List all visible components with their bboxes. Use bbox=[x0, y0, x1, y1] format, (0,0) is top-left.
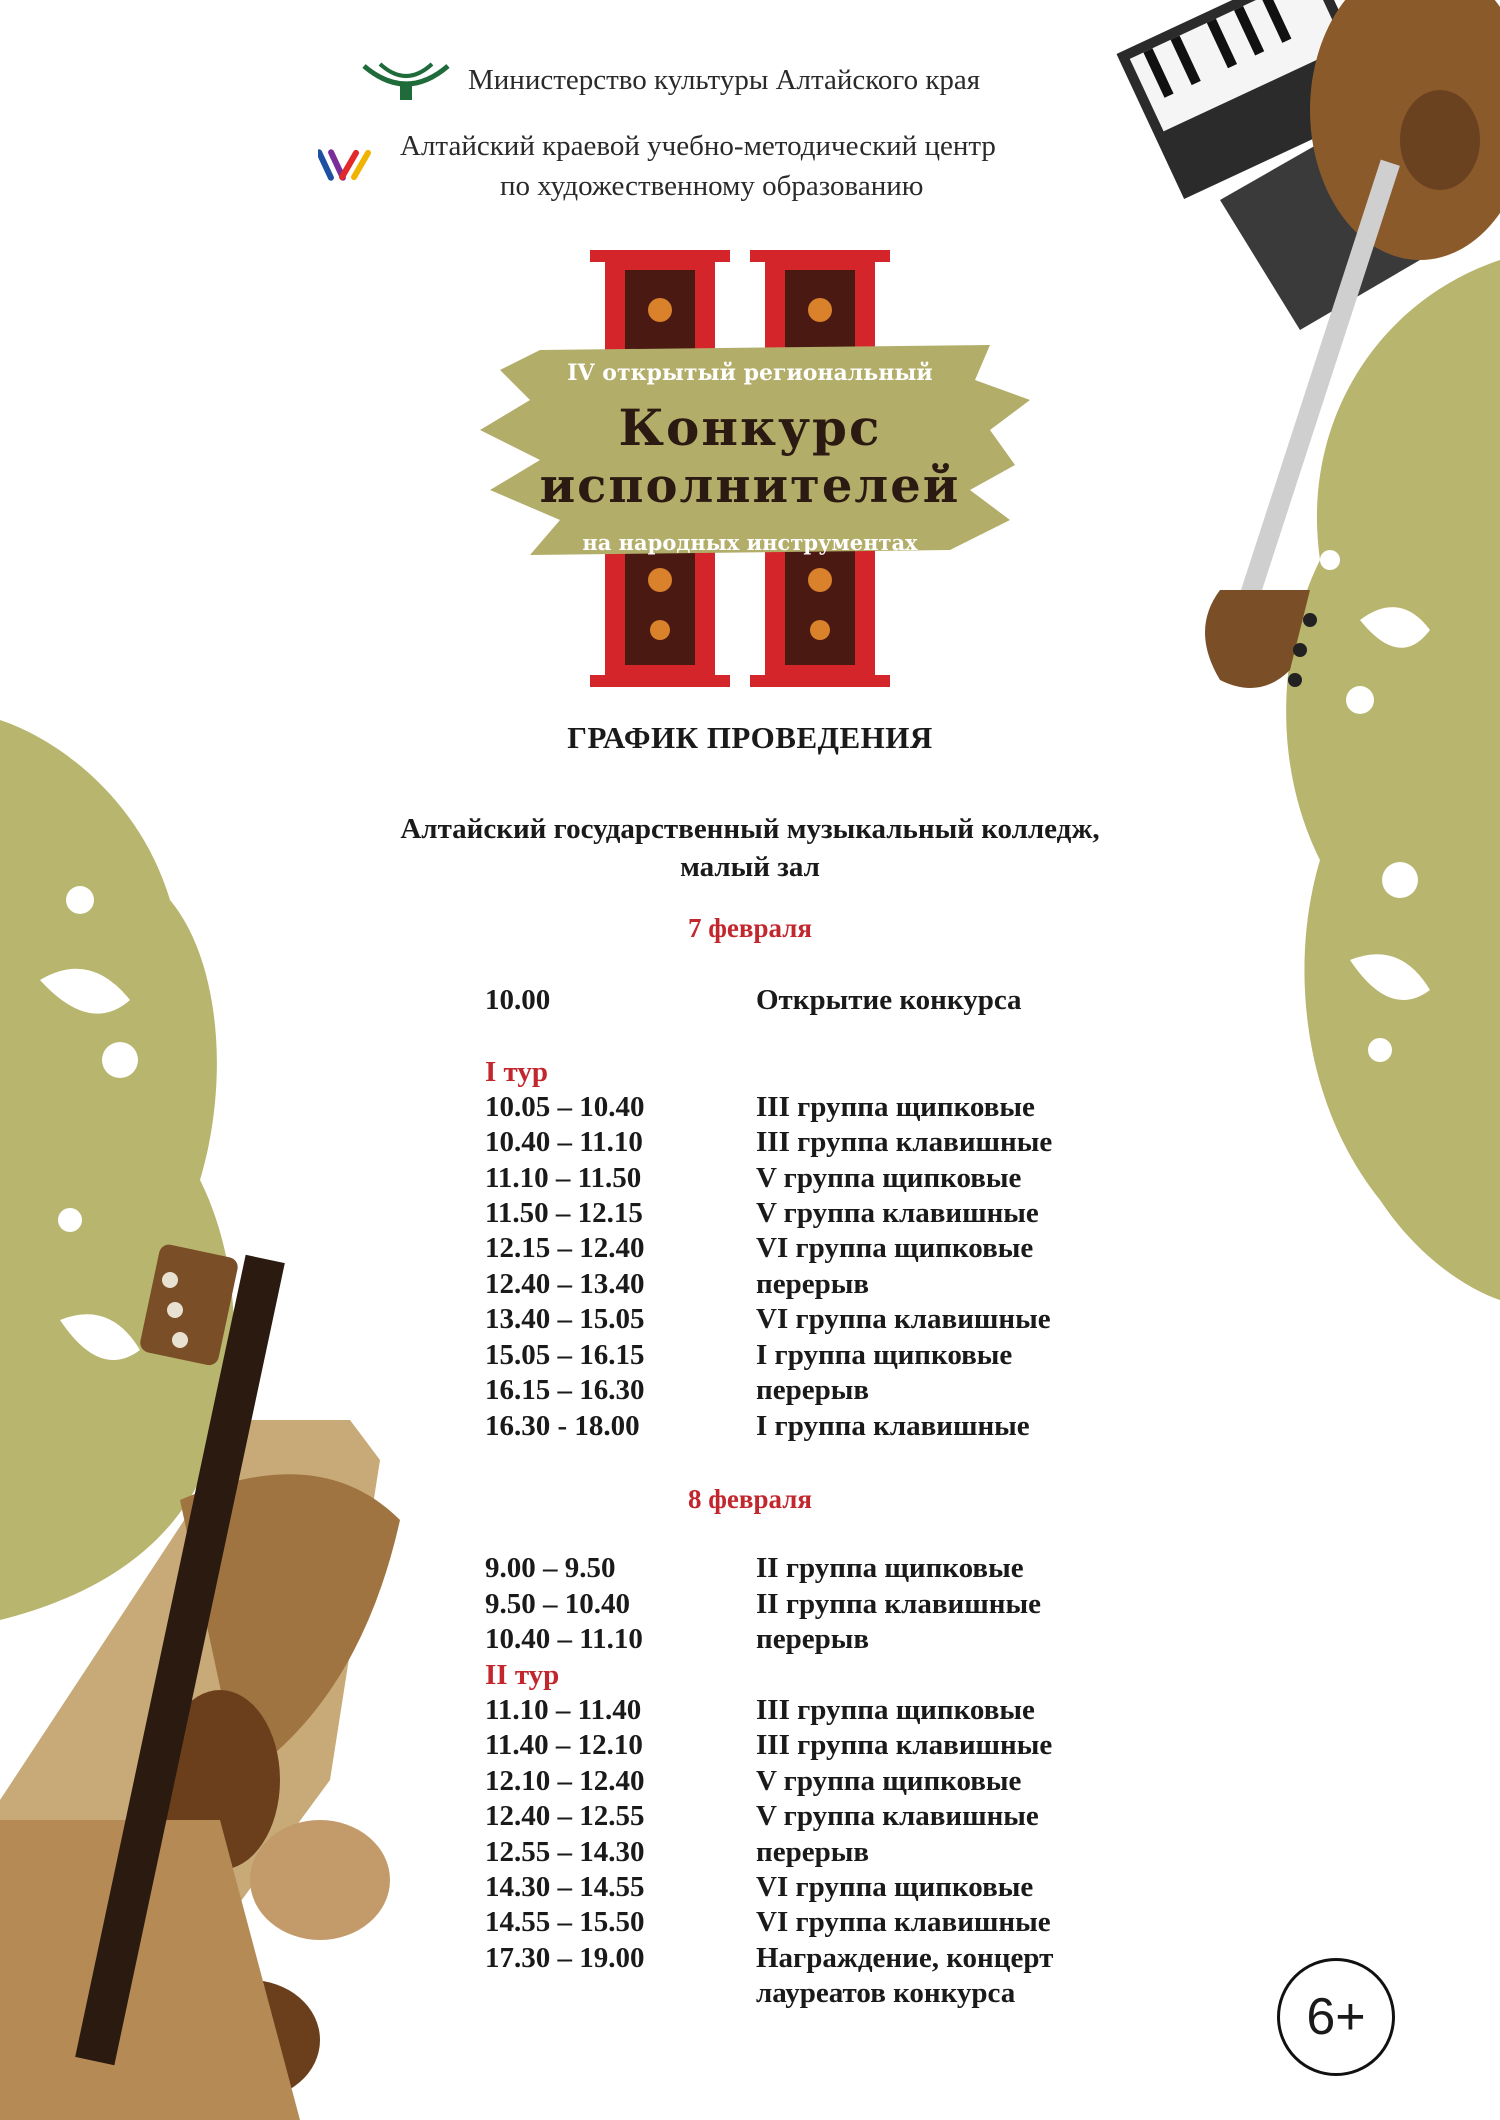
schedule-event: III группа клавишные bbox=[756, 1126, 1053, 1158]
day1-date: 7 февраля bbox=[687, 913, 812, 943]
schedule-event: V группа щипковые bbox=[756, 1765, 1022, 1797]
schedule-event: V группа клавишные bbox=[756, 1800, 1039, 1832]
schedule-event: I группа щипковые bbox=[756, 1339, 1013, 1371]
schedule-time: 17.30 – 19.00 bbox=[485, 1942, 645, 1974]
schedule-event: перерыв bbox=[756, 1268, 870, 1300]
schedule-time: 14.30 – 14.55 bbox=[485, 1871, 645, 1903]
age-rating-badge: 6+ bbox=[1277, 1958, 1395, 2076]
tour1-heading: I тур bbox=[485, 1056, 549, 1088]
schedule-event: III группа щипковые bbox=[756, 1694, 1035, 1726]
schedule-event: перерыв bbox=[756, 1623, 870, 1655]
opening-time: 10.00 bbox=[485, 984, 551, 1016]
center-logo-icon bbox=[318, 140, 380, 188]
center-name-line2: по художественному образованию bbox=[500, 170, 924, 202]
schedule-event: II группа клавишные bbox=[756, 1588, 1041, 1620]
schedule-time: 12.40 – 12.55 bbox=[485, 1800, 645, 1832]
opening-event: Открытие конкурса bbox=[756, 984, 1022, 1016]
page-title: ГРАФИК ПРОВЕДЕНИЯ bbox=[567, 720, 933, 755]
schedule-time: 11.10 – 11.40 bbox=[485, 1694, 642, 1726]
schedule-time: 14.55 – 15.50 bbox=[485, 1906, 645, 1938]
center-name-line1: Алтайский краевой учебно-методический центр bbox=[400, 130, 996, 162]
schedule-event: III группа щипковые bbox=[756, 1091, 1035, 1123]
schedule-time: 10.40 – 11.10 bbox=[485, 1623, 643, 1655]
schedule-time: 11.50 – 12.15 bbox=[485, 1197, 643, 1229]
schedule-time: 16.30 - 18.00 bbox=[485, 1410, 640, 1442]
schedule-event: II группа щипковые bbox=[756, 1552, 1024, 1584]
emblem-line2: Конкурс bbox=[618, 398, 882, 457]
schedule-event: III группа клавишные bbox=[756, 1729, 1053, 1761]
schedule-event: VI группа щипковые bbox=[756, 1871, 1034, 1903]
schedule-event: перерыв bbox=[756, 1374, 870, 1406]
schedule-time: 12.10 – 12.40 bbox=[485, 1765, 645, 1797]
schedule-event: перерыв bbox=[756, 1836, 870, 1868]
venue-line1: Алтайский государственный музыкальный колледж, bbox=[400, 813, 1100, 845]
schedule-time: 12.15 – 12.40 bbox=[485, 1232, 645, 1264]
ministry-logo-icon bbox=[360, 58, 452, 104]
schedule-time: 13.40 – 15.05 bbox=[485, 1303, 645, 1335]
schedule-time: 10.05 – 10.40 bbox=[485, 1091, 645, 1123]
schedule-event: VI группа клавишные bbox=[756, 1906, 1051, 1938]
day2-date: 8 февраля bbox=[687, 1484, 812, 1514]
venue-line2: малый зал bbox=[680, 851, 820, 883]
schedule-event: I группа клавишные bbox=[756, 1410, 1030, 1442]
emblem-line1: IV открытый региональный bbox=[567, 360, 933, 386]
schedule-time: 9.50 – 10.40 bbox=[485, 1588, 630, 1620]
schedule-time: 10.40 – 11.10 bbox=[485, 1126, 643, 1158]
schedule-time: 16.15 – 16.30 bbox=[485, 1374, 645, 1406]
schedule-event: V группа клавишные bbox=[756, 1197, 1039, 1229]
emblem-line4: на народных инструментах bbox=[582, 530, 918, 555]
schedule-event: Награждение, концерт bbox=[756, 1942, 1054, 1974]
schedule-time: 12.40 – 13.40 bbox=[485, 1268, 645, 1300]
ministry-name: Министерство культуры Алтайского края bbox=[468, 64, 981, 96]
schedule-time: 9.00 – 9.50 bbox=[485, 1552, 616, 1584]
tour2-heading: II тур bbox=[485, 1659, 560, 1691]
schedule-time: 11.10 – 11.50 bbox=[485, 1162, 642, 1194]
schedule-event-continuation: лауреатов конкурса bbox=[756, 1977, 1016, 2009]
schedule-time: 12.55 – 14.30 bbox=[485, 1836, 645, 1868]
schedule-time: 11.40 – 12.10 bbox=[485, 1729, 643, 1761]
schedule-time: 15.05 – 16.15 bbox=[485, 1339, 645, 1371]
emblem-line3: исполнителей bbox=[539, 458, 961, 514]
schedule-event: V группа щипковые bbox=[756, 1162, 1022, 1194]
schedule-event: VI группа клавишные bbox=[756, 1303, 1051, 1335]
schedule-event: VI группа щипковые bbox=[756, 1232, 1034, 1264]
